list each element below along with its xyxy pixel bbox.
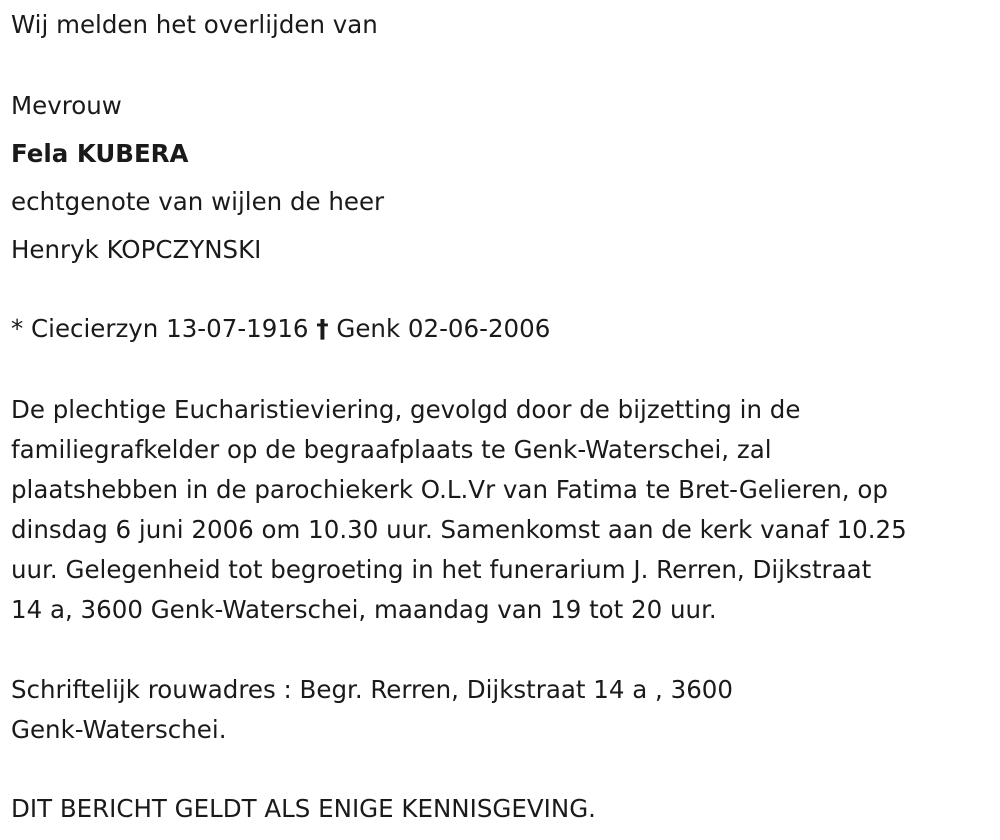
spouse-name: Henryk KOPCZYNSKI bbox=[11, 235, 262, 264]
intro-text: Wij melden het overlijden van bbox=[11, 10, 378, 39]
relation-text: echtgenote van wijlen de heer bbox=[11, 187, 385, 216]
ceremony-line: uur. Gelegenheid tot begroeting in het funerarium J. Rerren, Dijkstraat bbox=[11, 555, 872, 584]
address-paragraph bbox=[11, 670, 991, 750]
title-prefix: Mevrouw bbox=[11, 91, 122, 120]
address-line: Genk-Waterschei. bbox=[11, 715, 227, 744]
address-line: Schriftelijk rouwadres : Begr. Rerren, Dijkstraat 14 a , 3600 bbox=[11, 675, 733, 704]
birth-info: * Ciecierzyn 13-07-1916 bbox=[11, 314, 309, 343]
ceremony-line: dinsdag 6 juni 2006 om 10.30 uur. Samenkomst aan de kerk vanaf 10.25 bbox=[11, 515, 907, 544]
death-info: Genk 02-06-2006 bbox=[336, 314, 551, 343]
ceremony-line: De plechtige Eucharistieviering, gevolgd door de bijzetting in de bbox=[11, 395, 801, 424]
cross-icon: † bbox=[316, 314, 329, 343]
ceremony-paragraph bbox=[11, 390, 991, 630]
ceremony-line: plaatshebben in de parochiekerk O.L.Vr van Fatima te Bret-Gelieren, op bbox=[11, 475, 888, 504]
ceremony-line: 14 a, 3600 Genk-Waterschei, maandag van 19 tot 20 uur. bbox=[11, 595, 717, 624]
deceased-name: Fela KUBERA bbox=[11, 139, 189, 168]
ceremony-line: familiegrafkelder op de begraafplaats te Genk-Waterschei, zal bbox=[11, 435, 772, 464]
notice-text: DIT BERICHT GELDT ALS ENIGE KENNISGEVING. bbox=[11, 794, 596, 823]
birth-death-line bbox=[11, 314, 551, 343]
